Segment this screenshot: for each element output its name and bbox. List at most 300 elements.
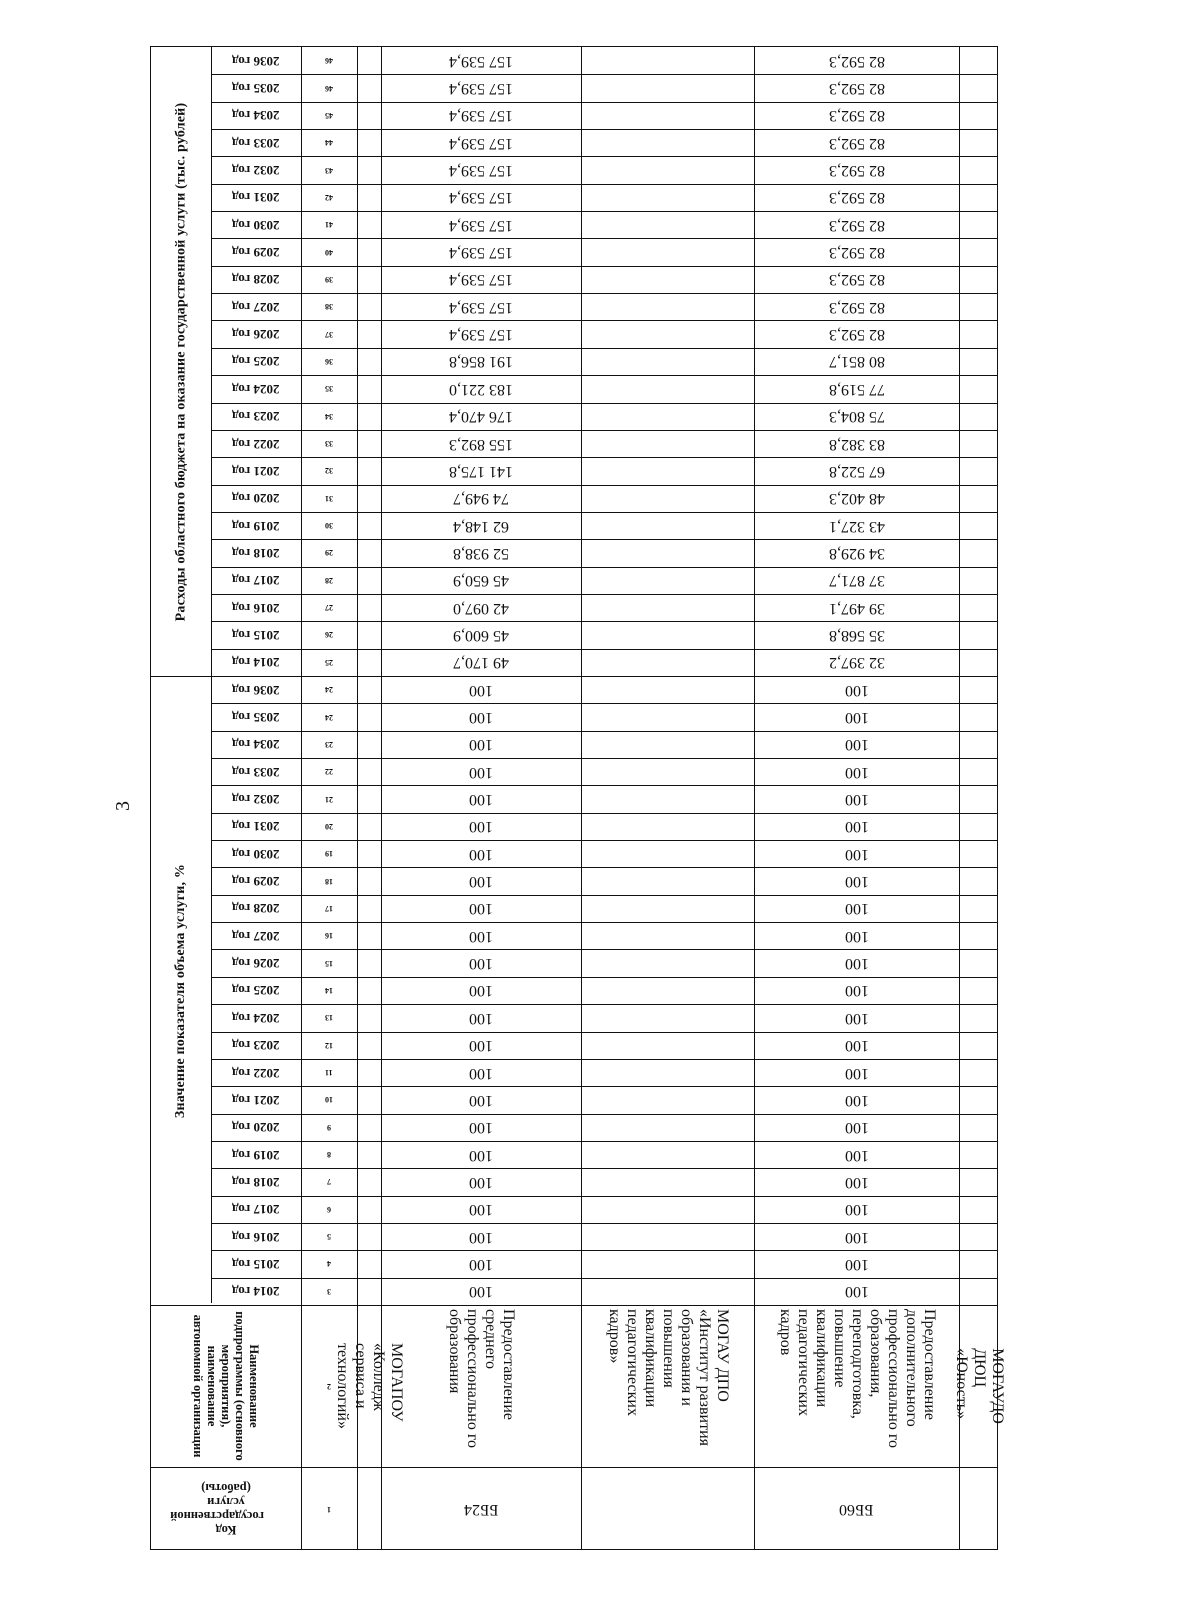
year-label: 2033 год: [232, 764, 280, 780]
volume-value-cell: [381, 922, 581, 949]
volume-value-cell: [381, 1141, 581, 1168]
volume-value-cell: [381, 703, 581, 730]
expenses-value-cell: [754, 266, 959, 293]
volume-column-index: [301, 1196, 357, 1223]
volume-value-cell: [754, 703, 959, 730]
year-label: 2029 год: [232, 245, 280, 261]
value: 100: [469, 1283, 493, 1301]
expenses-value-cell: [381, 102, 581, 129]
name-column-header-text: Наименование подпрограммы (основного мероприятия), наименование автономной организации: [191, 1311, 261, 1461]
volume-value-cell: [754, 949, 959, 976]
column-index-label: 34: [325, 411, 333, 421]
expenses-value-cell: [381, 129, 581, 156]
year-label: 2033 год: [232, 135, 280, 151]
year-label: 2030 год: [232, 217, 280, 233]
volume-value-cell: [754, 1278, 959, 1305]
column-index-label: 23: [325, 739, 333, 749]
value: 100: [469, 900, 493, 918]
volume-year-header: [211, 1250, 301, 1277]
volume-value-cell: [381, 1196, 581, 1223]
expenses-value-cell: [381, 512, 581, 539]
volume-value-cell: [754, 922, 959, 949]
expenses-value-cell: [754, 375, 959, 402]
row-name-cell: [953, 1305, 1006, 1467]
year-label: 2021 год: [232, 1092, 280, 1108]
volume-column-index: [301, 1059, 357, 1086]
year-label: 2031 год: [232, 819, 280, 835]
column-index-label: 7: [327, 1177, 331, 1187]
column-index-label: 35: [325, 384, 333, 394]
volume-year-header: [211, 949, 301, 976]
column-index-label: 4: [327, 1259, 331, 1269]
column-index-label: 6: [327, 1204, 331, 1214]
column-index-label: 29: [325, 548, 333, 558]
expenses-year-header: [211, 485, 301, 512]
value: 157 539,4: [449, 52, 513, 70]
volume-value-cell: [754, 1250, 959, 1277]
volume-value-cell: [381, 840, 581, 867]
volume-column-index: [301, 1032, 357, 1059]
value: 83 382,8: [828, 435, 885, 453]
value: 100: [844, 791, 869, 809]
value: 157 539,4: [449, 271, 513, 289]
value: 75 804,3: [828, 408, 885, 426]
value: 100: [844, 1119, 869, 1137]
value: 100: [469, 982, 493, 1000]
volume-value-cell: [754, 1032, 959, 1059]
value: 157 539,4: [449, 162, 513, 180]
volume-year-header: [211, 1168, 301, 1195]
row-name: МОГАПОУ «Колледж сервиса и технологий»: [334, 1343, 405, 1429]
expenses-year-header: [211, 238, 301, 265]
expenses-value-cell: [381, 348, 581, 375]
column-index-label: 45: [325, 110, 333, 120]
column-index-label: 3: [327, 1286, 331, 1296]
volume-value-cell: [381, 1168, 581, 1195]
expenses-column-index: [301, 320, 357, 347]
expenses-year-header: [211, 211, 301, 238]
value: 100: [469, 681, 493, 699]
expenses-year-header: [211, 649, 301, 676]
expenses-year-header: [211, 457, 301, 484]
value: 35 568,8: [828, 626, 885, 644]
expenses-column-index: [301, 649, 357, 676]
value: 100: [469, 763, 493, 781]
expenses-year-header: [211, 539, 301, 566]
column-index-label: 46: [325, 56, 333, 66]
expenses-column-index: [301, 539, 357, 566]
value: 82 592,3: [828, 162, 885, 180]
code-column-header: [151, 1467, 301, 1551]
volume-column-index: [301, 922, 357, 949]
year-label: 2019 год: [232, 518, 280, 534]
column-index-label: 26: [325, 630, 333, 640]
expenses-column-index: [301, 129, 357, 156]
value: 100: [844, 681, 869, 699]
value: 157 539,4: [449, 326, 513, 344]
year-label: 2020 год: [232, 1120, 280, 1136]
value: 82 592,3: [828, 244, 885, 262]
year-label: 2034 год: [232, 737, 280, 753]
volume-value-cell: [381, 867, 581, 894]
value: 82 592,3: [828, 326, 885, 344]
expenses-value-cell: [381, 403, 581, 430]
expenses-value-cell: [754, 621, 959, 648]
expenses-value-cell: [381, 238, 581, 265]
column-index-label: 12: [325, 1040, 333, 1050]
value: 32 397,2: [828, 654, 885, 672]
volume-group-header: [151, 676, 211, 1305]
value: 100: [469, 791, 493, 809]
year-label: 2022 год: [232, 1065, 280, 1081]
volume-year-header: [211, 731, 301, 758]
value: 100: [469, 1255, 493, 1273]
expenses-column-index: [301, 621, 357, 648]
volume-value-cell: [754, 840, 959, 867]
volume-year-header: [211, 785, 301, 812]
volume-year-header: [211, 676, 301, 703]
volume-value-cell: [754, 1086, 959, 1113]
year-label: 2015 год: [232, 1256, 280, 1272]
expenses-group-title: Расходы областного бюджета на оказание государственной услуги (тыс. рублей): [173, 102, 189, 621]
expenses-value-cell: [381, 649, 581, 676]
value: 100: [469, 845, 493, 863]
volume-column-index: [301, 703, 357, 730]
expenses-value-cell: [754, 211, 959, 238]
volume-column-index: [301, 1141, 357, 1168]
value: 157 539,4: [449, 216, 513, 234]
row-name-cell: [381, 1305, 581, 1467]
value: 100: [844, 1173, 869, 1191]
column-index-label: 21: [325, 794, 333, 804]
column-index-label: 11: [325, 1068, 333, 1078]
year-label: 2029 год: [232, 874, 280, 890]
column-index-label: 31: [325, 493, 333, 503]
expenses-value-cell: [754, 649, 959, 676]
volume-year-header: [211, 1223, 301, 1250]
volume-group-title: Значение показателя объема услуги, %: [173, 863, 189, 1118]
year-label: 2020 год: [232, 491, 280, 507]
value: 49 170,7: [453, 654, 509, 672]
value: 100: [844, 845, 869, 863]
volume-column-index: [301, 731, 357, 758]
value: 100: [844, 1146, 869, 1164]
column-index-label: 20: [325, 821, 333, 831]
expenses-value-cell: [754, 47, 959, 74]
volume-year-header: [211, 1141, 301, 1168]
expenses-year-header: [211, 567, 301, 594]
expenses-year-header: [211, 375, 301, 402]
expenses-column-index: [301, 211, 357, 238]
value: 100: [469, 955, 493, 973]
value: 157 539,4: [449, 107, 513, 125]
expenses-value-cell: [754, 430, 959, 457]
expenses-value-cell: [381, 74, 581, 101]
value: 100: [469, 927, 493, 945]
year-label: 2027 год: [232, 928, 280, 944]
expenses-year-header: [211, 102, 301, 129]
value: 100: [844, 927, 869, 945]
value: 74 949,7: [453, 490, 509, 508]
year-label: 2014 год: [232, 655, 280, 671]
value: 191 856,8: [449, 353, 513, 371]
expenses-value-cell: [381, 567, 581, 594]
volume-column-index: [301, 813, 357, 840]
volume-year-header: [211, 840, 301, 867]
column-index-label: 32: [325, 466, 333, 476]
expenses-column-index: [301, 156, 357, 183]
value: 82 592,3: [828, 298, 885, 316]
year-label: 2025 год: [232, 354, 280, 370]
year-label: 2031 год: [232, 190, 280, 206]
value: 100: [469, 709, 493, 727]
expenses-year-header: [211, 594, 301, 621]
year-label: 2014 год: [232, 1284, 280, 1300]
expenses-column-index: [301, 567, 357, 594]
volume-value-cell: [754, 676, 959, 703]
expenses-value-cell: [381, 156, 581, 183]
column-index-label: 39: [325, 274, 333, 284]
value: 82 592,3: [828, 134, 885, 152]
year-label: 2021 год: [232, 463, 280, 479]
value: 100: [469, 1119, 493, 1137]
volume-column-index: [301, 1278, 357, 1305]
volume-value-cell: [754, 758, 959, 785]
expenses-value-cell: [754, 156, 959, 183]
expenses-year-header: [211, 512, 301, 539]
year-label: 2028 год: [232, 272, 280, 288]
volume-value-cell: [381, 977, 581, 1004]
row-name: МОГАУ ДПО «Институт развития образования и повышения квалификации педагогических кадров»: [605, 1309, 731, 1446]
expenses-year-header: [211, 293, 301, 320]
volume-year-header: [211, 977, 301, 1004]
expenses-value-cell: [754, 485, 959, 512]
value: 157 539,4: [449, 80, 513, 98]
expenses-value-cell: [754, 457, 959, 484]
value: 39 497,1: [828, 599, 885, 617]
volume-column-index: [301, 676, 357, 703]
value: 183 221,0: [449, 380, 513, 398]
column-index-label: 1: [327, 1504, 331, 1514]
volume-value-cell: [754, 1114, 959, 1141]
year-label: 2032 год: [232, 792, 280, 808]
column-index-label: 43: [325, 165, 333, 175]
code-column-index: [301, 1467, 357, 1551]
value: 100: [844, 1255, 869, 1273]
row-code-cell: [754, 1467, 959, 1551]
value: 157 539,4: [449, 134, 513, 152]
expenses-value-cell: [381, 211, 581, 238]
volume-value-cell: [754, 785, 959, 812]
column-index-label: 18: [325, 876, 333, 886]
volume-year-header: [211, 703, 301, 730]
column-index-label: 40: [325, 247, 333, 257]
volume-year-header: [211, 813, 301, 840]
expenses-value-cell: [754, 403, 959, 430]
column-index-label: 41: [325, 220, 333, 230]
volume-year-header: [211, 895, 301, 922]
value: 43 327,1: [828, 517, 885, 535]
column-index-label: 5: [327, 1232, 331, 1242]
value: 100: [844, 982, 869, 1000]
row-name: МОГАУДО ДЮЦ «Юность»: [953, 1348, 1006, 1424]
volume-year-header: [211, 1032, 301, 1059]
expenses-year-header: [211, 47, 301, 74]
value: 100: [844, 1009, 869, 1027]
volume-value-cell: [381, 758, 581, 785]
expenses-value-cell: [381, 293, 581, 320]
volume-value-cell: [381, 1004, 581, 1031]
year-label: 2016 год: [232, 1229, 280, 1245]
volume-year-header: [211, 1114, 301, 1141]
page-number: 3: [112, 801, 134, 811]
expenses-column-index: [301, 238, 357, 265]
year-label: 2032 год: [232, 163, 280, 179]
value: 82 592,3: [828, 52, 885, 70]
volume-value-cell: [754, 1196, 959, 1223]
column-index-label: 13: [325, 1013, 333, 1023]
column-index-label: 17: [325, 903, 333, 913]
volume-column-index: [301, 1114, 357, 1141]
year-label: 2016 год: [232, 600, 280, 616]
row-name-cell: [581, 1305, 754, 1467]
volume-column-index: [301, 895, 357, 922]
volume-value-cell: [754, 731, 959, 758]
value: 157 539,4: [449, 298, 513, 316]
expenses-value-cell: [754, 539, 959, 566]
volume-column-index: [301, 758, 357, 785]
volume-value-cell: [754, 1059, 959, 1086]
value: 141 175,8: [449, 462, 513, 480]
expenses-value-cell: [381, 47, 581, 74]
year-label: 2019 год: [232, 1147, 280, 1163]
value: 155 892,3: [449, 435, 513, 453]
value: 82 592,3: [828, 189, 885, 207]
volume-column-index: [301, 1168, 357, 1195]
volume-column-index: [301, 785, 357, 812]
year-label: 2026 год: [232, 956, 280, 972]
row-name-cell: [754, 1305, 959, 1467]
year-label: 2015 год: [232, 627, 280, 643]
expenses-column-index: [301, 348, 357, 375]
value: 100: [844, 1228, 869, 1246]
volume-value-cell: [754, 1004, 959, 1031]
year-label: 2028 год: [232, 901, 280, 917]
value: 100: [844, 1283, 869, 1301]
volume-value-cell: [381, 731, 581, 758]
year-label: 2024 год: [232, 381, 280, 397]
column-index-label: 27: [325, 603, 333, 613]
expenses-column-index: [301, 403, 357, 430]
value: 100: [844, 1037, 869, 1055]
expenses-column-index: [301, 293, 357, 320]
volume-value-cell: [754, 895, 959, 922]
column-index-label: 42: [325, 192, 333, 202]
expenses-value-cell: [381, 430, 581, 457]
value: 100: [469, 1201, 493, 1219]
year-label: 2023 год: [232, 1038, 280, 1054]
volume-year-header: [211, 1278, 301, 1305]
column-index-label: 8: [327, 1150, 331, 1160]
value: 62 148,4: [453, 517, 509, 535]
expenses-year-header: [211, 430, 301, 457]
expenses-value-cell: [381, 266, 581, 293]
expenses-column-index: [301, 594, 357, 621]
volume-year-header: [211, 1086, 301, 1113]
year-label: 2036 год: [232, 53, 280, 69]
expenses-year-header: [211, 320, 301, 347]
column-index-label: 44: [325, 138, 333, 148]
volume-year-header: [211, 1196, 301, 1223]
value: 100: [469, 1173, 493, 1191]
value: 100: [844, 1201, 869, 1219]
expenses-group-header: [151, 47, 211, 676]
value: 100: [844, 736, 869, 754]
expenses-year-header: [211, 403, 301, 430]
column-index-label: 30: [325, 521, 333, 531]
row-name: Предоставление среднего профессионально го образования: [446, 1309, 517, 1449]
expenses-column-index: [301, 430, 357, 457]
budget-table: [150, 46, 1006, 1550]
volume-value-cell: [754, 1168, 959, 1195]
value: 67 522,8: [828, 462, 885, 480]
volume-value-cell: [381, 676, 581, 703]
value: 77 519,8: [828, 380, 885, 398]
expenses-year-header: [211, 621, 301, 648]
year-label: 2024 год: [232, 1010, 280, 1026]
expenses-value-cell: [381, 375, 581, 402]
value: 157 539,4: [449, 244, 513, 262]
name-column-header: [151, 1305, 301, 1467]
value: 100: [469, 818, 493, 836]
volume-value-cell: [381, 1278, 581, 1305]
value: 100: [844, 818, 869, 836]
column-index-label: 33: [325, 439, 333, 449]
column-index-label: 22: [325, 767, 333, 777]
expenses-value-cell: [754, 594, 959, 621]
column-index-label: 2: [327, 1381, 331, 1391]
volume-value-cell: [381, 1250, 581, 1277]
value: 100: [844, 873, 869, 891]
expenses-year-header: [211, 266, 301, 293]
year-label: 2022 год: [232, 436, 280, 452]
expenses-year-header: [211, 74, 301, 101]
column-index-label: 37: [325, 329, 333, 339]
volume-column-index: [301, 977, 357, 1004]
value: 100: [469, 1064, 493, 1082]
value: 82 592,3: [828, 216, 885, 234]
volume-column-index: [301, 1223, 357, 1250]
year-label: 2027 год: [232, 299, 280, 315]
volume-column-index: [301, 867, 357, 894]
volume-column-index: [301, 840, 357, 867]
expenses-value-cell: [381, 320, 581, 347]
value: 100: [469, 1228, 493, 1246]
volume-year-header: [211, 1004, 301, 1031]
expenses-value-cell: [754, 348, 959, 375]
volume-value-cell: [754, 867, 959, 894]
volume-value-cell: [754, 1141, 959, 1168]
row-code-cell: [581, 1467, 754, 1551]
value: 82 592,3: [828, 271, 885, 289]
value: 42 097,0: [453, 599, 509, 617]
value: 176 470,4: [449, 408, 513, 426]
volume-column-index: [301, 949, 357, 976]
year-label: 2023 год: [232, 409, 280, 425]
value: 52 938,8: [453, 544, 509, 562]
year-label: 2018 год: [232, 1174, 280, 1190]
year-label: 2026 год: [232, 327, 280, 343]
